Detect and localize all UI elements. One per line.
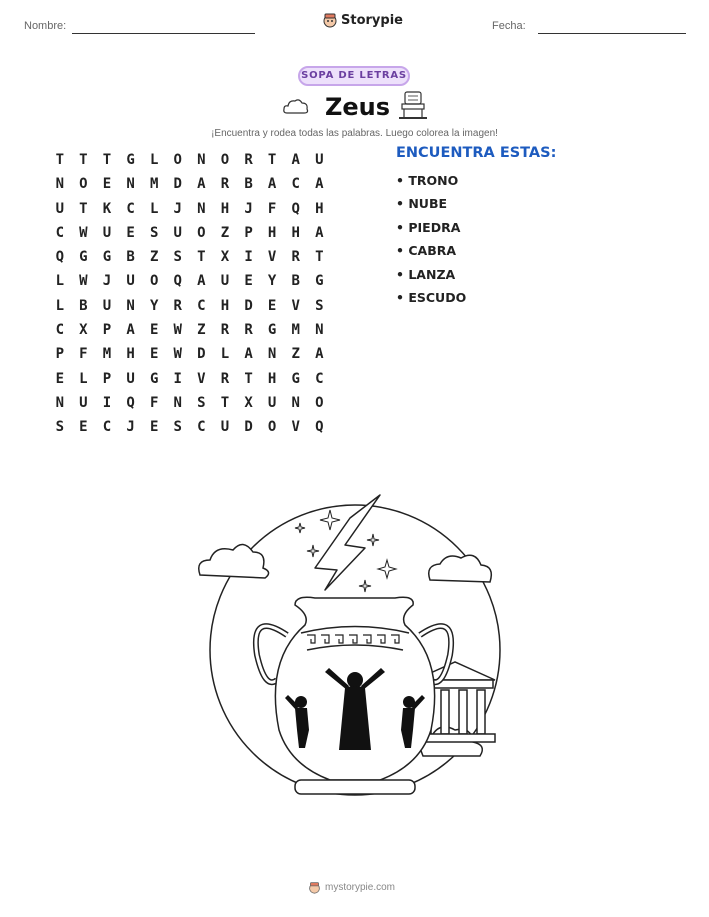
grid-letter[interactable]: T: [102, 152, 112, 168]
grid-letter[interactable]: N: [55, 394, 65, 411]
grid-letter[interactable]: R: [220, 370, 230, 387]
grid-letter[interactable]: Q: [291, 200, 300, 217]
grid-letter[interactable]: Z: [197, 322, 206, 339]
grid-letter[interactable]: D: [244, 297, 253, 314]
word-item: • PIEDRA: [396, 219, 461, 235]
grid-letter[interactable]: A: [244, 346, 253, 363]
grid-letter[interactable]: N: [315, 322, 324, 339]
storypie-mascot-icon: [322, 12, 338, 28]
footer-url[interactable]: mystorypie.com: [325, 882, 396, 893]
grid-letter[interactable]: J: [173, 200, 182, 217]
grid-letter[interactable]: A: [315, 224, 324, 241]
grid-letter[interactable]: N: [291, 394, 300, 411]
grid-letter[interactable]: S: [55, 419, 65, 436]
grid-letter[interactable]: X: [220, 249, 230, 266]
grid-letter[interactable]: S: [197, 394, 206, 411]
grid-letter[interactable]: M: [149, 176, 159, 193]
grid-letter[interactable]: D: [244, 419, 253, 436]
grid-letter[interactable]: C: [126, 200, 135, 217]
grid-letter[interactable]: K: [102, 200, 112, 217]
grid-letter[interactable]: Z: [149, 249, 159, 266]
grid-letter[interactable]: X: [244, 394, 253, 411]
cloud-icon: [282, 95, 310, 117]
grid-letter[interactable]: V: [291, 419, 300, 436]
grid-letter[interactable]: L: [149, 152, 159, 168]
grid-letter[interactable]: T: [55, 152, 65, 168]
grid-letter[interactable]: N: [197, 200, 206, 217]
grid-letter[interactable]: R: [244, 322, 253, 339]
grid-letter[interactable]: R: [173, 297, 182, 314]
grid-letter[interactable]: R: [220, 176, 230, 193]
grid-letter[interactable]: U: [126, 370, 135, 387]
grid-letter[interactable]: H: [267, 224, 277, 241]
badge-sopa-de-letras: SOPA DE LETRAS: [298, 66, 410, 86]
date-line[interactable]: [538, 33, 686, 34]
grid-letter[interactable]: C: [55, 224, 65, 241]
grid-letter[interactable]: L: [220, 346, 230, 363]
grid-letter[interactable]: U: [102, 297, 112, 314]
name-label: Nombre:: [24, 20, 67, 32]
grid-letter[interactable]: T: [220, 394, 230, 411]
grid-letter[interactable]: E: [267, 297, 277, 314]
grid-letter[interactable]: T: [79, 200, 88, 217]
grid-row: [48, 367, 331, 391]
grid-letter[interactable]: G: [79, 249, 88, 266]
grid-letter[interactable]: F: [149, 394, 159, 411]
grid-letter[interactable]: G: [102, 249, 112, 266]
grid-letter[interactable]: G: [315, 273, 324, 290]
grid-letter[interactable]: D: [197, 346, 206, 363]
grid-letter[interactable]: L: [55, 273, 65, 290]
grid-letter[interactable]: F: [267, 200, 277, 217]
grid-letter[interactable]: P: [244, 224, 253, 241]
word-list-title: ENCUENTRA ESTAS:: [396, 145, 557, 161]
grid-letter[interactable]: O: [220, 152, 230, 168]
grid-letter[interactable]: L: [149, 200, 159, 217]
grid-letter[interactable]: C: [315, 370, 324, 387]
word-list: [396, 172, 466, 312]
grid-letter[interactable]: H: [291, 224, 300, 241]
grid-letter[interactable]: H: [126, 346, 135, 363]
grid-letter[interactable]: A: [291, 152, 300, 168]
grid-letter[interactable]: C: [197, 297, 206, 314]
grid-row: [48, 197, 331, 221]
grid-letter[interactable]: O: [267, 419, 277, 436]
word-item: • ESCUDO: [396, 289, 467, 305]
brand-name: Storypie: [341, 12, 403, 28]
grid-letter[interactable]: A: [315, 176, 324, 193]
grid-row: [48, 221, 331, 245]
grid-letter[interactable]: U: [315, 152, 324, 168]
grid-letter[interactable]: J: [102, 273, 112, 290]
grid-row: [48, 342, 331, 366]
grid-letter[interactable]: E: [149, 322, 159, 339]
grid-letter[interactable]: A: [267, 176, 277, 193]
grid-letter[interactable]: E: [79, 419, 88, 436]
grid-letter[interactable]: U: [173, 224, 182, 241]
word-item: • NUBE: [396, 196, 448, 212]
throne-icon: [396, 90, 430, 120]
grid-letter[interactable]: O: [79, 176, 88, 193]
grid-letter[interactable]: E: [126, 224, 135, 241]
word-item: • LANZA: [396, 266, 456, 282]
grid-letter[interactable]: S: [315, 297, 324, 314]
grid-letter[interactable]: A: [197, 273, 206, 290]
grid-letter[interactable]: S: [173, 419, 182, 436]
grid-letter[interactable]: G: [267, 322, 277, 339]
grid-letter[interactable]: H: [267, 370, 277, 387]
grid-letter[interactable]: E: [149, 419, 159, 436]
grid-letter[interactable]: Z: [291, 346, 300, 363]
grid-letter[interactable]: N: [55, 176, 65, 193]
grid-letter[interactable]: P: [102, 322, 112, 339]
grid-row: [48, 172, 331, 196]
grid-row: [48, 294, 331, 318]
grid-letter[interactable]: N: [173, 394, 182, 411]
grid-letter[interactable]: V: [291, 297, 300, 314]
grid-letter[interactable]: B: [244, 176, 253, 193]
grid-letter[interactable]: P: [102, 370, 112, 387]
grid-letter[interactable]: U: [126, 273, 135, 290]
grid-letter[interactable]: A: [315, 346, 324, 363]
grid-letter[interactable]: M: [291, 322, 300, 339]
grid-letter[interactable]: G: [291, 370, 300, 387]
grid-letter[interactable]: V: [267, 249, 277, 266]
grid-letter[interactable]: S: [149, 224, 159, 241]
grid-letter[interactable]: E: [149, 346, 159, 363]
word-item: • TRONO: [396, 173, 459, 188]
instructions-text: ¡Encuentra y rodea todas las palabras. Luego colorea la imagen!: [211, 128, 498, 139]
word-item: • CABRA: [396, 243, 457, 259]
grid-letter[interactable]: H: [315, 200, 324, 217]
grid-letter[interactable]: O: [315, 394, 324, 411]
grid-row: [48, 318, 331, 342]
grid-letter[interactable]: U: [55, 200, 65, 217]
grid-letter[interactable]: O: [197, 224, 206, 241]
grid-letter[interactable]: P: [55, 346, 65, 363]
grid-letter[interactable]: T: [267, 152, 277, 168]
grid-letter[interactable]: I: [244, 249, 253, 266]
grid-letter[interactable]: H: [220, 200, 230, 217]
grid-row: [48, 415, 331, 439]
grid-letter[interactable]: C: [102, 419, 112, 436]
grid-letter[interactable]: B: [291, 273, 300, 290]
grid-letter[interactable]: J: [244, 200, 253, 217]
grid-letter[interactable]: Q: [173, 273, 182, 290]
grid-letter[interactable]: R: [244, 152, 253, 168]
grid-letter[interactable]: L: [79, 370, 88, 387]
grid-letter[interactable]: C: [55, 322, 65, 339]
grid-letter[interactable]: M: [102, 346, 112, 363]
grid-letter[interactable]: A: [197, 176, 206, 193]
grid-letter[interactable]: S: [173, 249, 182, 266]
grid-row: [48, 148, 331, 172]
grid-letter[interactable]: T: [315, 249, 324, 266]
grid-letter[interactable]: U: [79, 394, 88, 411]
grid-letter[interactable]: E: [55, 370, 65, 387]
page-title: Zeus: [325, 93, 391, 121]
grid-letter[interactable]: E: [102, 176, 112, 193]
grid-letter[interactable]: U: [102, 224, 112, 241]
grid-letter[interactable]: W: [173, 322, 182, 339]
grid-letter[interactable]: T: [79, 152, 88, 168]
grid-letter[interactable]: Z: [220, 224, 230, 241]
grid-letter[interactable]: O: [173, 152, 182, 168]
grid-letter[interactable]: N: [197, 152, 206, 168]
grid-letter[interactable]: Q: [315, 419, 324, 436]
grid-letter[interactable]: Y: [149, 297, 159, 314]
grid-letter[interactable]: W: [79, 273, 88, 290]
grid-letter[interactable]: R: [220, 322, 230, 339]
name-line[interactable]: [72, 33, 255, 34]
grid-letter[interactable]: N: [126, 176, 135, 193]
grid-letter[interactable]: N: [267, 346, 277, 363]
grid-letter[interactable]: B: [79, 297, 88, 314]
grid-letter[interactable]: A: [126, 322, 135, 339]
grid-letter[interactable]: G: [126, 152, 135, 168]
grid-letter[interactable]: Q: [55, 249, 65, 266]
zeus-vase-illustration: [195, 490, 515, 820]
grid-row: [48, 391, 331, 415]
grid-letter[interactable]: H: [220, 297, 230, 314]
grid-letter[interactable]: T: [244, 370, 253, 387]
grid-letter[interactable]: L: [55, 297, 65, 314]
grid-letter[interactable]: R: [291, 249, 300, 266]
brand-logo: [322, 12, 403, 28]
grid-letter[interactable]: W: [79, 224, 88, 241]
date-label: Fecha:: [492, 20, 526, 32]
grid-letter[interactable]: U: [267, 394, 277, 411]
grid-letter[interactable]: Q: [126, 394, 135, 411]
grid-row: [48, 245, 331, 269]
grid-letter[interactable]: X: [79, 322, 88, 339]
grid-letter[interactable]: D: [173, 176, 182, 193]
grid-letter[interactable]: W: [173, 346, 182, 363]
grid-letter[interactable]: N: [126, 297, 135, 314]
grid-letter[interactable]: O: [149, 273, 159, 290]
grid-letter[interactable]: V: [197, 370, 206, 387]
word-search-grid[interactable]: [48, 148, 331, 440]
grid-letter[interactable]: J: [126, 419, 135, 436]
grid-letter[interactable]: T: [197, 249, 206, 266]
grid-letter[interactable]: C: [197, 419, 206, 436]
storypie-mascot-icon: [308, 881, 321, 894]
grid-row: [48, 269, 331, 293]
grid-letter[interactable]: G: [149, 370, 159, 387]
grid-letter[interactable]: U: [220, 273, 230, 290]
footer: [308, 881, 395, 894]
grid-letter[interactable]: Y: [267, 273, 277, 290]
grid-letter[interactable]: F: [79, 346, 88, 363]
grid-letter[interactable]: I: [102, 394, 112, 411]
grid-letter[interactable]: C: [291, 176, 300, 193]
grid-letter[interactable]: U: [220, 419, 230, 436]
grid-letter[interactable]: I: [173, 370, 182, 387]
grid-letter[interactable]: B: [126, 249, 135, 266]
grid-letter[interactable]: E: [244, 273, 253, 290]
